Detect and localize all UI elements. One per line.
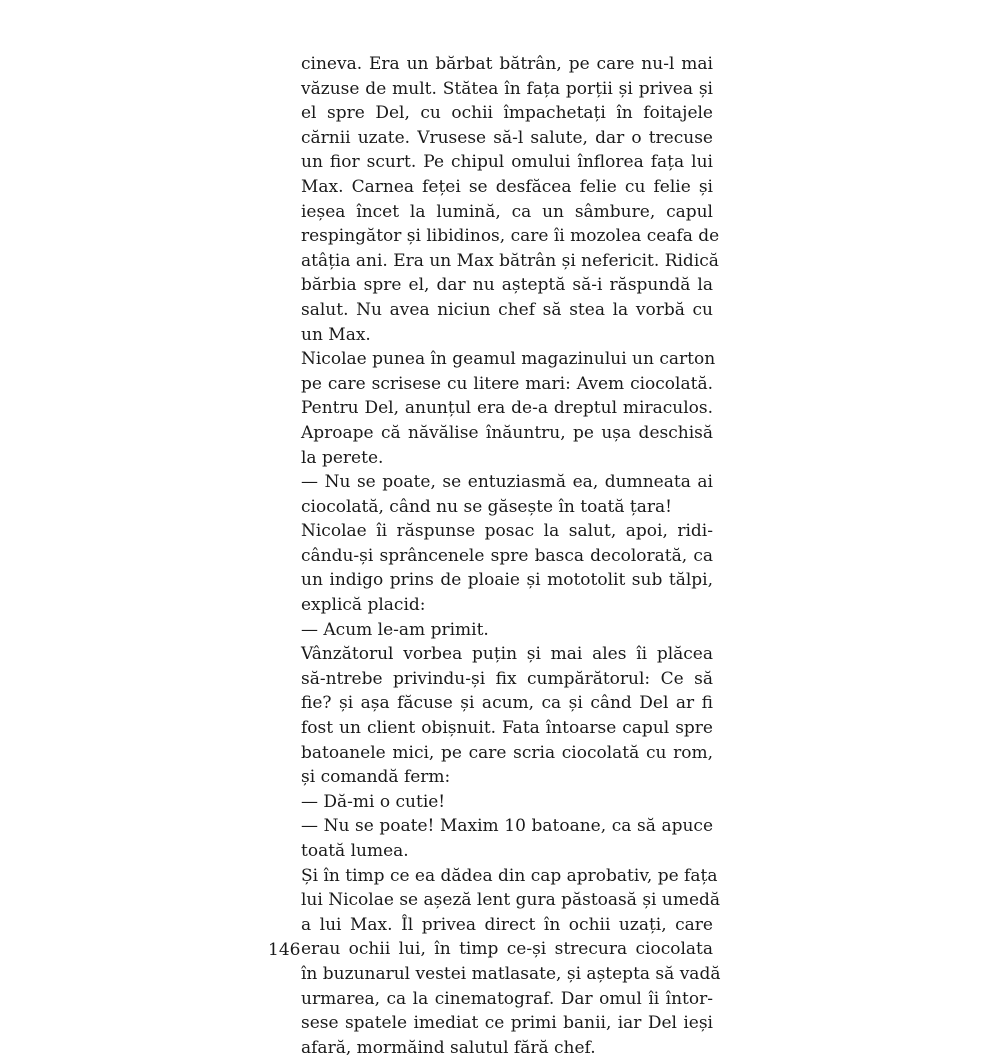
text-line: batoanele mici, pe care scria ciocolată cu rom,: [301, 742, 713, 763]
text-line: toată lumea.: [301, 841, 409, 861]
text-line: pe care scrisese cu litere mari: Avem ciocolată.: [301, 373, 713, 394]
text-line: cineva. Era un bărbat bătrân, pe care nu-l mai: [301, 54, 713, 74]
text-line: Vânzătorul vorbea puțin și mai ales îi plăcea: [301, 644, 713, 665]
text-line: un fior scurt. Pe chipul omului înflorea fața lui: [301, 152, 713, 173]
text-line: — Acum le-am primit.: [301, 619, 489, 640]
text-line: Max. Carnea feței se desfăcea felie cu felie și: [301, 176, 713, 197]
text-line: cându-și sprâncenele spre basca decolorată, ca: [301, 545, 713, 566]
text-line: cărnii uzate. Vrusese să-l salute, dar o trecuse: [301, 127, 713, 148]
text-line: văzuse de mult. Stătea în fața porții și privea și: [301, 78, 713, 99]
text-line: — Dă-mi o cutie!: [301, 791, 446, 812]
text-line: ciocolată, când nu se găsește în toată țara!: [301, 496, 672, 517]
text-line: fost un client obișnuit. Fata întoarse capul spre: [301, 718, 713, 739]
text-line: atâția ani. Era un Max bătrân și nefericit. Ridică: [301, 250, 719, 271]
text-line: Nicolae îi răspunse posac la salut, apoi, ridi-: [301, 521, 713, 542]
text-line: un indigo prins de ploaie și mototolit sub tălpi,: [301, 570, 713, 591]
text-line: lui Nicolae se așeză lent gura păstoasă și umedă: [301, 890, 721, 911]
text-line: Aproape că năvălise înăuntru, pe ușa deschisă: [301, 422, 713, 443]
text-line: erau ochii lui, în timp ce-și strecura ciocolata: [301, 939, 713, 960]
text-line: Și în timp ce ea dădea din cap aprobativ, pe fața: [301, 865, 718, 886]
page-number: 146: [268, 940, 301, 960]
text-line: explică placid:: [301, 595, 426, 616]
text-line: Nicolae punea în geamul magazinului un carton: [301, 349, 716, 370]
body-text: [301, 52, 721, 1060]
text-line: și comandă ferm:: [301, 767, 451, 788]
text-line: fie? și așa făcuse și acum, ca și când Del ar fi: [301, 693, 713, 714]
text-line: urmarea, ca la cinematograf. Dar omul îi întor-: [301, 988, 713, 1009]
text-line: a lui Max. Îl privea direct în ochii uzați, care: [301, 914, 713, 935]
text-line: — Nu se poate, se entuziasmă ea, dumneata ai: [301, 472, 713, 493]
text-line: un Max.: [301, 324, 371, 345]
text-line: la perete.: [301, 447, 384, 468]
text-line: sese spatele imediat ce primi banii, iar Del ieși: [301, 1013, 713, 1034]
text-line: respingător și libidinos, care îi mozolea ceafa de: [301, 226, 720, 247]
text-line: afară, mormăind salutul fără chef.: [301, 1037, 596, 1058]
text-line: ieșea încet la lumină, ca un sâmbure, capul: [301, 201, 713, 222]
text-line: să-ntrebe privindu-și fix cumpărătorul: Ce să: [301, 668, 713, 689]
text-line: — Nu se poate! Maxim 10 batoane, ca să apuce: [301, 816, 713, 837]
text-line: Pentru Del, anunțul era de-a dreptul miraculos.: [301, 398, 713, 419]
text-line: în buzunarul vestei matlasate, și aștepta să vadă: [301, 963, 721, 984]
text-line: el spre Del, cu ochii împachetați în foitajele: [301, 103, 713, 124]
text-line: bărbia spre el, dar nu așteptă să-i răspundă la: [301, 275, 713, 296]
text-line: salut. Nu avea niciun chef să stea la vorbă cu: [301, 299, 713, 320]
